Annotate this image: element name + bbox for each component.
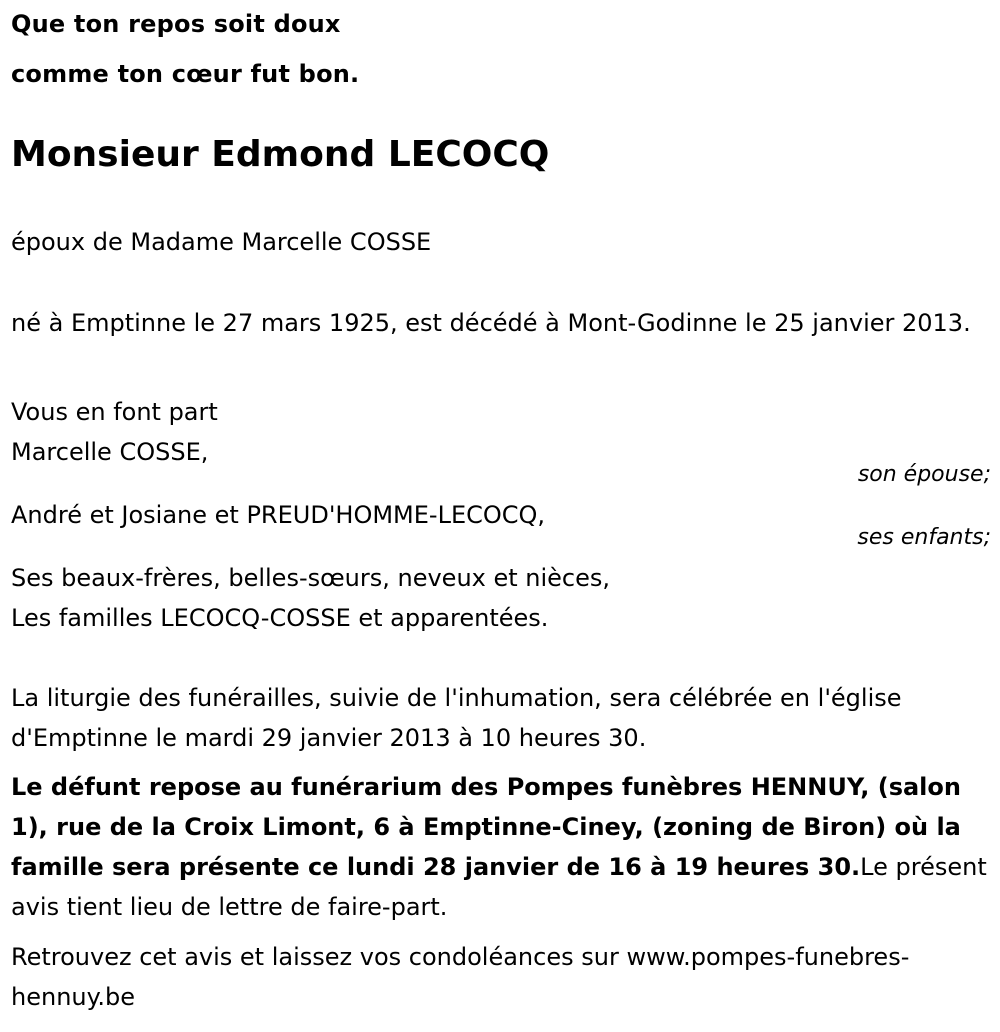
visitation-paragraph — [11, 767, 991, 927]
children-role: ses enfants; — [857, 525, 991, 550]
motto-line-2: comme ton cœur fut bon. — [11, 60, 360, 88]
liturgy-paragraph: La liturgie des funérailles, suivie de l'inhumation, sera célébrée en l'église d'Emptinne le mardi 29 janvier 2013 à 10 heures 30. — [11, 684, 902, 752]
birth-death-line: né à Emptinne le 27 mars 1925, est décédé à Mont-Godinne le 25 janvier 2013. — [11, 309, 971, 337]
motto-line-1: Que ton repos soit doux — [11, 10, 341, 38]
spouse-line: époux de Madame Marcelle COSSE — [11, 228, 432, 256]
announcement-intro: Vous en font part — [11, 398, 218, 426]
spouse-role: son épouse; — [857, 462, 991, 487]
visitation-details: Le défunt repose au funérarium des Pompes funèbres HENNUY, (salon 1), rue de la Croix Limont, 6 à Emptinne-Ciney, (zoning de Biron) où la famille sera présente ce lundi 28 janvier de 16 à 19 heures 30. — [11, 773, 961, 881]
condolences-paragraph: Retrouvez cet avis et laissez vos condoléances sur www.pompes-funebres-hennuy.be — [11, 943, 910, 1011]
announcement-spouse: Marcelle COSSE, — [11, 438, 209, 466]
announcement-children: André et Josiane et PREUD'HOMME-LECOCQ, — [11, 501, 546, 529]
deceased-name: Monsieur Edmond LECOCQ — [11, 134, 550, 175]
relatives-line-2: Les familles LECOCQ-COSSE et apparentées. — [11, 604, 549, 632]
relatives-line-1: Ses beaux-frères, belles-sœurs, neveux et nièces, — [11, 564, 611, 592]
notice-text: Le présent avis tient lieu de lettre de faire-part. — [11, 853, 987, 921]
